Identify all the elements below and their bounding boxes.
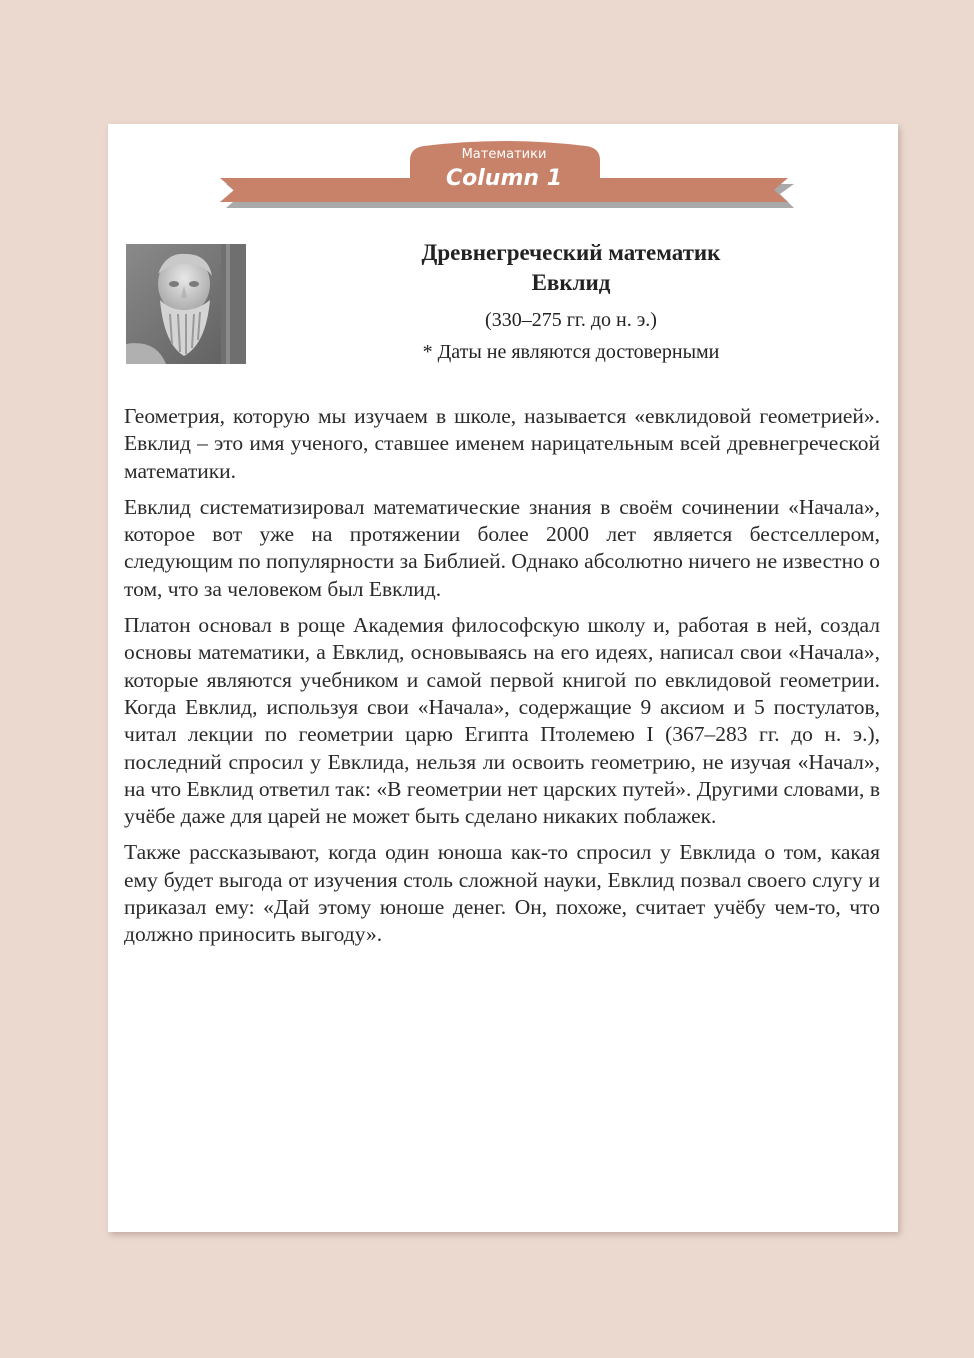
corner-notch-bottom-left	[114, 1214, 124, 1224]
paragraph: Платон основал в роще Академия философскую школу и, работая в ней, создал основы математики, а Евклид, основываясь на его идеях, написал свои «Начала», которые являются учебником и самой первой книгой по евклидовой геометрии. Когда Евклид, используя свои «Начала», содержащие 9 аксиом и 5 постулатов, читал лекции по геометрии царю Египта Птолемею I (367–283 гг. до н. э.), последний спросил у Евклида, нельзя ли освоить геометрию, не изучая «Начал», на что Евклид ответил так: «В геометрии нет царских путей». Другими словами, в учёбе даже для царей не может быть сделано никаких поблажек.	[124, 613, 880, 829]
corner-notch-top-left	[114, 128, 124, 138]
ribbon-subtitle: Математики	[461, 147, 547, 162]
paragraph: Евклид систематизировал математические знания в своём сочинении «Начала», которое вот уже на протяжении более 2000 лет является бестселлером, следующим по популярности за Библией. Однако абсолютно ничего не известно о том, что за человеком был Евклид.	[124, 494, 880, 601]
euclid-portrait-icon	[126, 244, 246, 364]
article-title-line1: Древнегреческий математик	[421, 240, 721, 265]
article-header	[300, 238, 842, 366]
article-note: * Даты не являются достоверными	[422, 341, 720, 363]
paragraph: Геометрия, которую мы изучаем в школе, называется «евклидовой геометрией». Евклид – это имя ученого, ставшее именем нарицательным всей древнегреческой математики.	[124, 404, 880, 483]
corner-notch-bottom-right	[878, 1214, 888, 1224]
article-title-line2: Евклид	[531, 270, 611, 295]
ribbon-title: Column 1	[445, 166, 562, 191]
article-dates: (330–275 гг. до н. э.)	[485, 309, 657, 331]
corner-notch-top-right	[878, 128, 888, 138]
paragraph: Также рассказывают, когда один юноша как-то спросил у Евклида о том, какая ему будет выгода от изучения столь сложной науки, Евклид позвал своего слугу и приказал ему: «Дай этому юноше денег. Он, похоже, считает учёбу чем-то, что должно приносить выгоду».	[124, 840, 880, 947]
article-body	[124, 403, 880, 958]
